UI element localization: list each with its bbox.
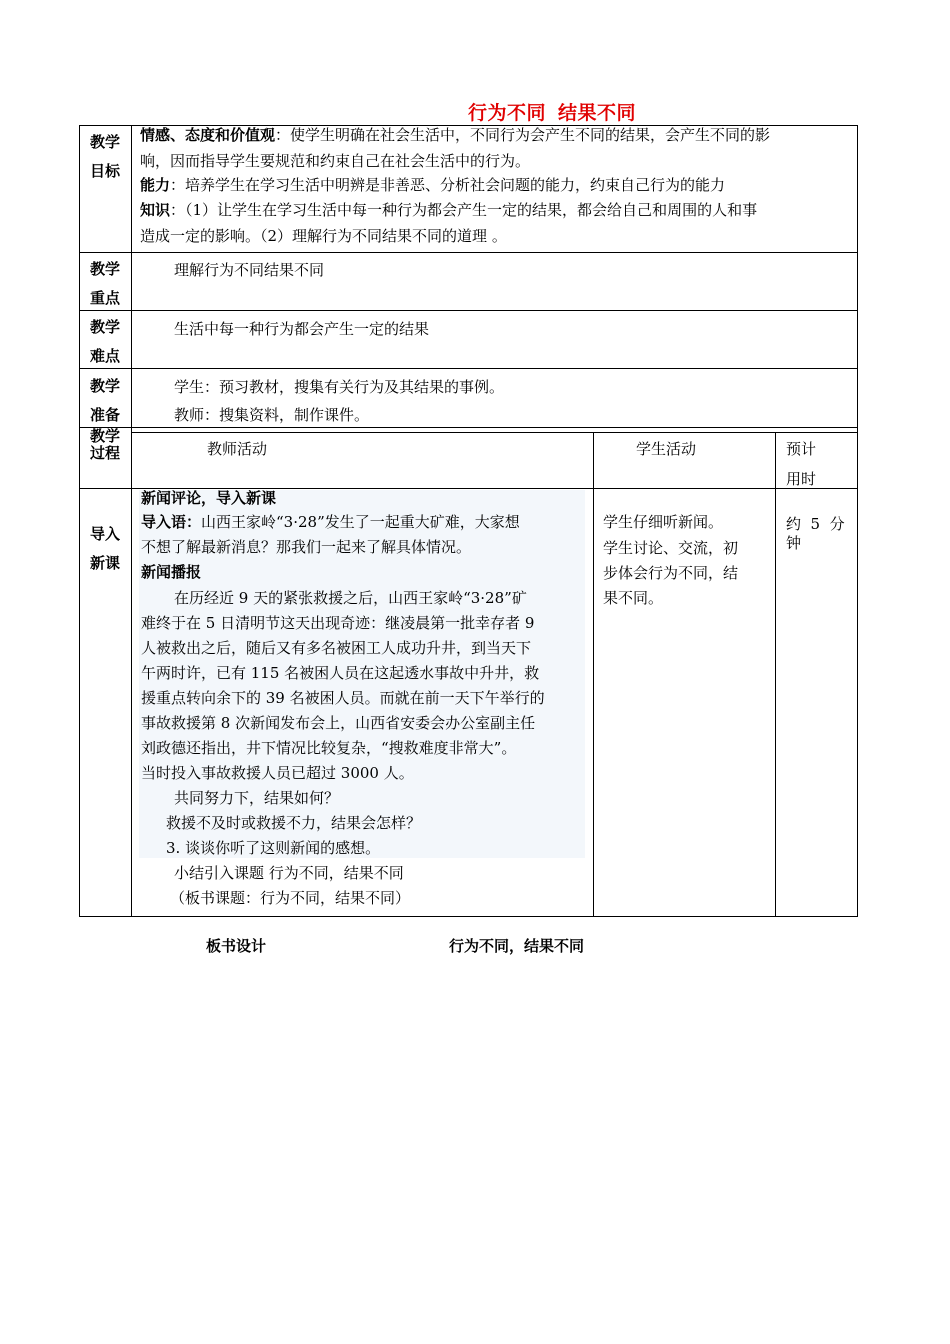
- objectives-line-1: 情感、态度和价值观：使学生明确在社会生活中，不同行为会产生不同的结果，会产生不同的影: [140, 126, 771, 144]
- student-activity-header: 学生活动: [636, 440, 697, 458]
- intro-label: 导入 新课: [89, 525, 120, 572]
- student-activity-line-2: 学生讨论、交流，初: [603, 539, 739, 557]
- board-design-value: 行为不同，结果不同: [449, 937, 585, 955]
- news-line: 难终于在 5 日清明节这天出现奇迹：继凌晨第一批幸存者 9: [141, 614, 535, 632]
- table-border-bottom: [79, 916, 858, 917]
- intro-lead-line-2: 不想了解最新消息？那我们一起来了解具体情况。: [141, 538, 472, 556]
- row-divider: [79, 310, 858, 311]
- news-line: 午两时许，已有 115 名被困人员在这起透水事故中升井，救: [141, 664, 540, 682]
- time-header: 预计 用时: [786, 440, 817, 488]
- news-line: 人被救出之后，随后又有多名被困工人成功升井，到当天下: [141, 639, 532, 657]
- preparation-label: 教学 准备: [89, 377, 120, 424]
- objectives-label: 教学 目标: [89, 133, 120, 180]
- board-topic: （板书课题：行为不同，结果不同）: [170, 889, 411, 907]
- question-2: 救援不及时或救援不力，结果会怎样？: [166, 814, 422, 832]
- difficulties-text: 生活中每一种行为都会产生一定的结果: [174, 320, 430, 338]
- process-label: 教学 过程: [89, 427, 120, 462]
- student-activity-line-4: 果不同。: [603, 589, 664, 607]
- lesson-summary: 小结引入课题 行为不同，结果不同: [174, 864, 404, 882]
- page-title: [0, 98, 950, 125]
- preparation-student: 学生：预习教材，搜集有关行为及其结果的事例。: [174, 378, 505, 396]
- row-divider: [131, 432, 858, 433]
- key-points-text: 理解行为不同结果不同: [174, 261, 325, 279]
- objectives-line-5: 造成一定的影响。（2）理解行为不同结果不同的道理 。: [140, 227, 507, 245]
- column-divider: [593, 432, 594, 917]
- table-border-right: [857, 125, 858, 917]
- row-divider: [79, 368, 858, 369]
- news-line: 事故救援第 8 次新闻发布会上，山西省安委会办公室副主任: [141, 714, 536, 732]
- news-line: 当时投入事故救援人员已超过 3000 人。: [141, 764, 414, 782]
- news-line: 援重点转向余下的 39 名被困人员。而就在前一天下午举行的: [141, 689, 545, 707]
- title-part-1: 行为不同: [467, 102, 546, 124]
- estimated-time-line-2: 钟: [786, 534, 802, 552]
- board-design-label: 板书设计: [206, 937, 267, 955]
- preparation-teacher: 教师：搜集资料，制作课件。: [174, 406, 370, 424]
- label-column-divider: [131, 125, 132, 917]
- column-divider: [775, 432, 776, 917]
- key-points-label: 教学 重点: [89, 260, 120, 307]
- intro-lead-line-1: 导入语：山西王家岭“3·28”发生了一起重大矿难，大家想: [141, 513, 520, 531]
- objectives-line-2: 响，因而指导学生要规范和约束自己在社会生活中的行为。: [140, 152, 531, 170]
- title-part-2: 结果不同: [558, 102, 637, 124]
- difficulties-label: 教学 难点: [89, 318, 120, 365]
- teacher-activity-header: 教师活动: [207, 440, 268, 458]
- intro-heading: 新闻评论，导入新课: [141, 489, 277, 507]
- news-heading: 新闻播报: [141, 563, 202, 581]
- row-divider: [79, 252, 858, 253]
- student-activity-line-3: 步体会行为不同，结: [603, 564, 739, 582]
- objectives-line-4: 知识：（1）让学生在学习生活中每一种行为都会产生一定的结果，都会给自己和周围的人和事: [140, 201, 758, 219]
- student-activity-line-1: 学生仔细听新闻。: [603, 513, 724, 531]
- objectives-line-3: 能力：培养学生在学习生活中明辨是非善恶、分析社会问题的能力，约束自己行为的能力: [140, 176, 726, 194]
- news-line: 在历经近 9 天的紧张救援之后，山西王家岭“3·28”矿: [174, 589, 527, 607]
- question-1: 共同努力下，结果如何？: [174, 789, 340, 807]
- question-3: 3. 谈谈你听了这则新闻的感想。: [166, 839, 381, 857]
- estimated-time-line-1: 约 5 分: [786, 515, 845, 533]
- news-line: 刘政德还指出，井下情况比较复杂，“搜救难度非常大”。: [141, 739, 517, 757]
